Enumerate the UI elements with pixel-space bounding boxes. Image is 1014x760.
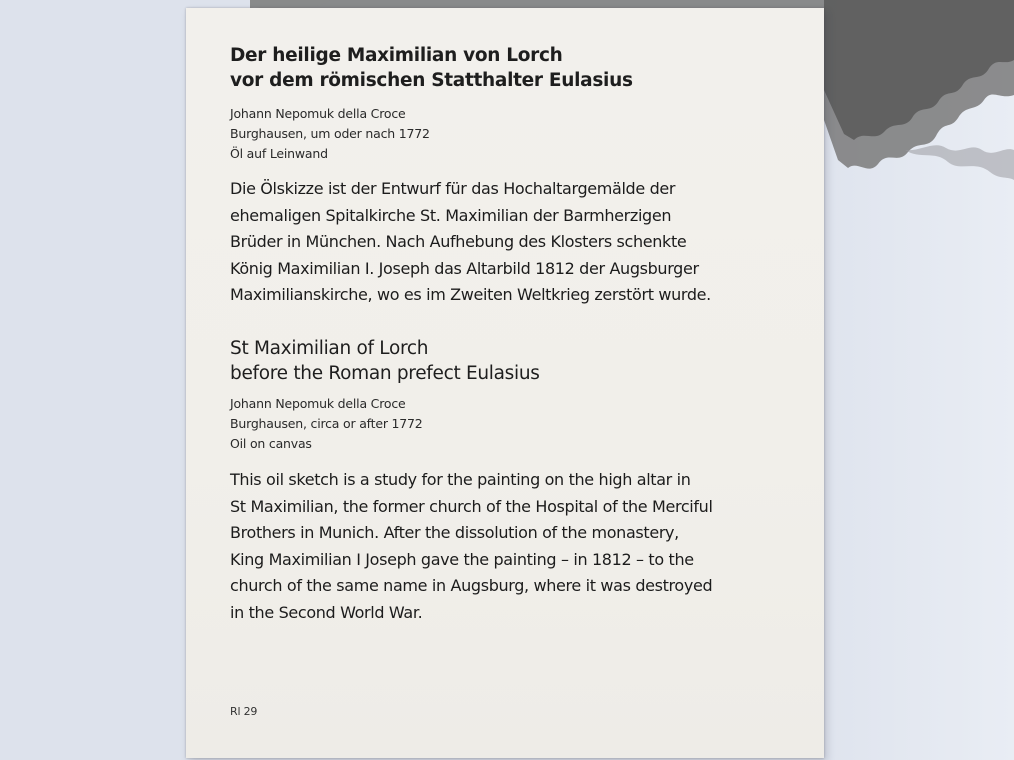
medium: Oil on canvas [230, 436, 312, 451]
description-line: church of the same name in Augsburg, where it was destroyed [230, 576, 713, 595]
description-line: in the Second World War. [230, 602, 423, 622]
inventory-number: Rl 29 [230, 705, 258, 718]
description-line: ehemaligen Spitalkirche St. Maximilian der Barmherzigen [230, 205, 672, 225]
title-german-line: Der heilige Maximilian von Lorch [230, 45, 563, 66]
description-line: This oil sketch is a study for the painting on the high altar in [230, 470, 691, 489]
artist-name: Johann Nepomuk della Croce [230, 106, 406, 121]
description-line: Die Ölskizze ist der Entwurf für das Hochaltargemälde der [230, 179, 676, 198]
description-line: König Maximilian I. Joseph das Altarbild 1812 der Augsburger [230, 258, 699, 278]
description-line: Brüder in München. Nach Aufhebung des Klosters schenkte [230, 232, 687, 251]
description-english [230, 467, 713, 626]
description-german [230, 176, 711, 309]
title-german [230, 43, 633, 93]
title-english [230, 336, 540, 386]
place-date: Burghausen, circa or after 1772 [230, 416, 423, 431]
meta-english [230, 394, 423, 454]
description-line: Brothers in Munich. After the dissolution of the monastery, [230, 523, 679, 542]
title-english-line: St Maximilian of Lorch [230, 338, 429, 359]
artist-name: Johann Nepomuk della Croce [230, 396, 406, 411]
medium: Öl auf Leinwand [230, 146, 328, 161]
description-line: Maximilianskirche, wo es im Zweiten Weltkrieg zerstört wurde. [230, 285, 711, 304]
description-line: King Maximilian I Joseph gave the painting – in 1812 – to the [230, 549, 694, 569]
museum-label-card [186, 8, 824, 758]
meta-german [230, 104, 430, 164]
title-english-line: before the Roman prefect Eulasius [230, 363, 540, 384]
title-german-line: vor dem römischen Statthalter Eulasius [230, 70, 633, 91]
place-date: Burghausen, um oder nach 1772 [230, 126, 430, 141]
description-line: St Maximilian, the former church of the Hospital of the Merciful [230, 496, 713, 516]
